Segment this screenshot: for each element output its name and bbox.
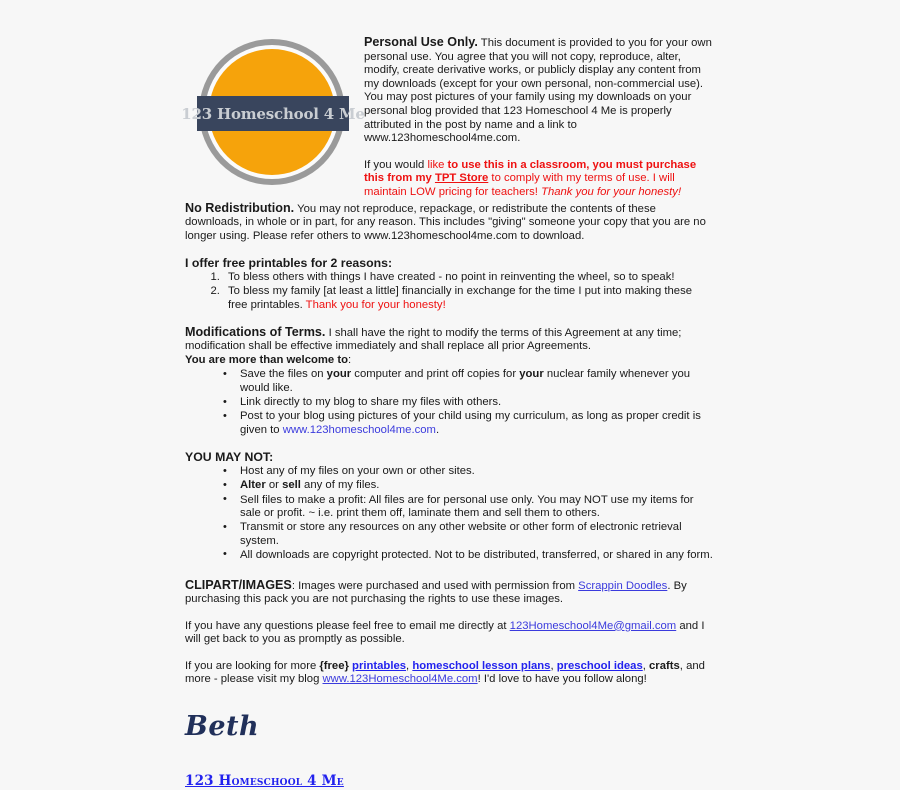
may-not-heading-bold: YOU MAY NOT — [185, 450, 270, 465]
printables-link[interactable]: printables — [352, 659, 407, 672]
intro-spacer — [364, 146, 713, 159]
personal-use-paragraph — [364, 36, 713, 146]
tpt-store-link[interactable]: TPT Store — [434, 172, 489, 185]
classroom-notice-like: like — [427, 158, 445, 171]
reason-text: To bless my family [at least a little] financially in exchange for the time I put into making these free printables. — [228, 285, 693, 311]
text-segment: Host any of my files on your own or other sites. — [240, 465, 475, 478]
more-sep-1: , — [406, 659, 413, 672]
may-not-heading-tail: : — [269, 450, 274, 465]
clipart-block — [185, 579, 713, 607]
list-item — [223, 465, 713, 479]
scrappin-doodles-link[interactable]: Scrappin Doodles — [578, 579, 668, 592]
list-item — [223, 479, 713, 493]
welcome-heading-bold: You are more than welcome to — [185, 353, 349, 366]
blog-link[interactable]: www.123Homeschool4Me.com — [322, 673, 478, 686]
text-segment: nuclear family whenever you would like. — [240, 368, 691, 394]
no-redistribution-block — [185, 202, 713, 244]
clipart-part1: : Images were purchased and used with permission from — [291, 579, 579, 592]
site-logo — [181, 36, 365, 196]
modifications-body: I shall have the right to modify the terms of this Agreement at any time; modification shall be effective immediately and shall replace all prior Agreements. — [185, 326, 682, 353]
intro-block — [360, 36, 713, 200]
classroom-notice-bold-2: to comply with my terms of use. I will maintain LOW pricing for teachers! — [364, 172, 675, 198]
no-redistribution-paragraph — [185, 202, 713, 244]
document-content — [181, 35, 713, 790]
list-item — [223, 410, 713, 437]
classroom-notice — [364, 159, 713, 200]
text-segment: All downloads are copyright protected. Not to be distributed, transferred, or shared in any form. — [240, 548, 713, 561]
free-printables-list — [185, 271, 713, 312]
more-block — [185, 660, 713, 687]
text-segment: your — [519, 368, 544, 381]
text-segment: www.123homeschool4me.com — [282, 423, 436, 436]
welcome-heading — [185, 354, 713, 368]
list-item — [223, 494, 713, 521]
contact-part1: If you have any questions please feel free to email me directly at — [185, 619, 510, 632]
more-part1: If you are looking for more — [185, 659, 320, 672]
contact-part2: and I will get back to you as promptly as possible. — [185, 619, 705, 646]
no-redistribution-body: You may not reproduce, repackage, or redistribute the contents of these downloads, in whole or in part, for any reason. This includes "giving" someone your copy that you are no longer using. Please refer others to www.123homeschool4me.com to download. — [185, 202, 706, 242]
text-segment: your — [326, 368, 352, 381]
clipart-part2: . By purchasing this pack you are not purchasing the rights to use these images. — [185, 579, 687, 606]
lesson-plans-link[interactable]: homeschool lesson plans — [412, 659, 551, 672]
header-row — [181, 35, 713, 200]
welcome-bullet-list — [185, 368, 713, 437]
may-not-heading — [185, 450, 713, 464]
clipart-lead: CLIPART/IMAGES — [185, 577, 292, 592]
text-segment: or — [265, 479, 283, 492]
text-segment: Save the files on — [240, 368, 327, 381]
more-sep-2: , — [550, 659, 557, 672]
contact-paragraph — [185, 620, 713, 647]
text-segment: any of my files. — [300, 479, 380, 492]
more-part2: , and more - please visit my blog — [185, 659, 705, 686]
no-redistribution-lead: No Redistribution. — [185, 200, 295, 215]
classroom-notice-bold-1: to use this in a classroom, you must purchase this from my — [364, 158, 697, 185]
list-item — [223, 368, 713, 395]
classroom-notice-prefix: If you would — [364, 158, 428, 171]
signature: Beth — [185, 711, 260, 743]
logo-banner — [181, 96, 365, 131]
text-segment: sell — [282, 479, 301, 492]
personal-use-body: This document is provided to you for your own personal use. You agree that you will not copy, reproduce, alter, modify, create derivative works, or publicly display any content from my downloads (except for your own personal, non-commercial use). You may post pictures of your family using my downloads on your personal blog provided that 123 Homeschool 4 Me is properly attributed in the post by name and a link to www.123homeschool4me.com. — [364, 37, 712, 145]
modifications-lead: Modifications of Terms. — [185, 324, 326, 339]
list-item — [223, 549, 713, 563]
logo-banner-text: 123 Homeschool 4 Me — [181, 104, 365, 123]
list-item — [223, 396, 713, 410]
modifications-paragraph — [185, 326, 713, 354]
email-link[interactable]: 123Homeschool4Me@gmail.com — [509, 619, 677, 632]
footer-site-link[interactable]: 123 Homeschool 4 Me — [185, 773, 344, 790]
welcome-heading-tail: : — [348, 353, 352, 366]
list-item — [223, 271, 713, 285]
personal-use-lead: Personal Use Only. — [364, 35, 478, 49]
reason-red-tail: Thank you for your honesty! — [305, 299, 446, 311]
text-segment: Post to your blog using pictures of your child using my curriculum, as long as proper credit is given to — [240, 410, 701, 436]
clipart-paragraph — [185, 579, 713, 607]
crafts-label: crafts — [649, 659, 680, 672]
free-label: {free} — [319, 659, 349, 672]
text-segment: Transmit or store any resources on any other website or other form of electronic retrieval system. — [240, 521, 682, 547]
text-segment: . — [435, 423, 440, 436]
more-paragraph — [185, 660, 713, 687]
classroom-notice-thanks: Thank you for your honesty! — [541, 185, 682, 198]
reason-text: To bless others with things I have created - no point in reinventing the wheel, so to speak! — [228, 271, 675, 284]
list-item — [223, 521, 713, 548]
text-segment: computer and print off copies for — [351, 368, 520, 381]
free-printables-heading: I offer free printables for 2 reasons: — [185, 256, 393, 271]
more-sep-3: , — [642, 659, 650, 672]
text-segment: Alter — [240, 479, 266, 492]
may-not-bullet-list — [185, 465, 713, 562]
list-item — [223, 285, 713, 312]
contact-block — [185, 620, 713, 647]
modifications-block — [185, 326, 713, 368]
text-segment: Sell files to make a profit: All files are for personal use only. You may NOT use my items for sale or profit. ~ i.e. print them off, laminate them and sell them to others. — [240, 493, 694, 520]
more-part3: ! I'd love to have you follow along! — [477, 673, 647, 686]
text-segment: Link directly to my blog to share my files with others. — [240, 396, 502, 409]
preschool-ideas-link[interactable]: preschool ideas — [556, 659, 643, 672]
